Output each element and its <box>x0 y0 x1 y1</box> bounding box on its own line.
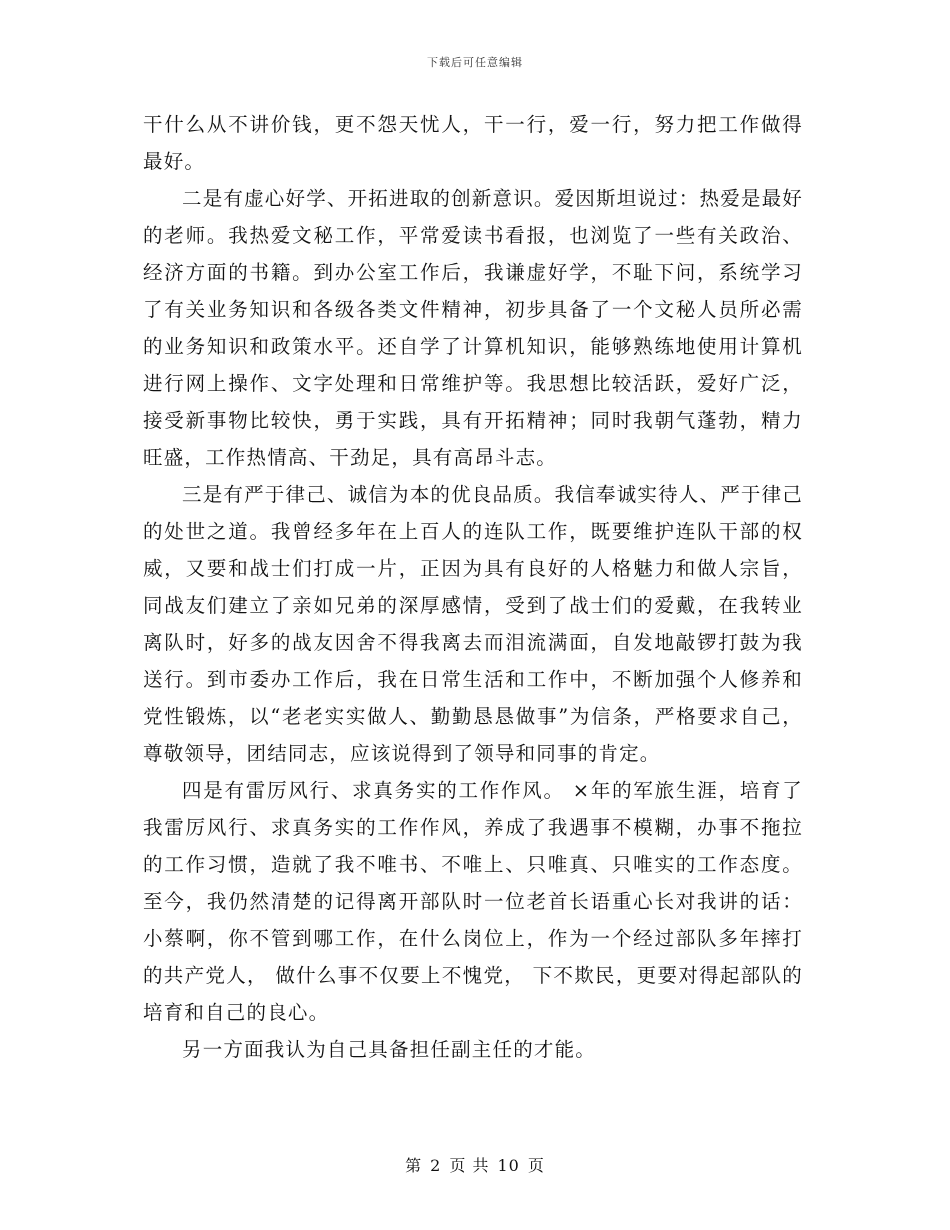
footer-middle: 页 共 <box>449 1156 490 1175</box>
paragraph-2: 二是有虚心好学、开拓进取的创新意识。爱因斯坦说过：热爱是最好的老师。我热爱文秘工作，平常爱读书看报，也浏览了一些有关政治、经济方面的书籍。到办公室工作后，我谦虚好学，不耻下问，系统学习了有关业务知识和各级各类文件精神，初步具备了一个文秘人员所必需的业务知识和政策水平。还自学了计算机知识，能够熟练地使用计算机进行网上操作、文字处理和日常维护等。我思想比较活跃，爱好广泛，接受新事物比较快，勇于实践，具有开拓精神；同时我朝气蓬勃，精力旺盛，工作热情高、干劲足，具有高昂斗志。 <box>143 187 804 469</box>
page-footer <box>0 1153 950 1176</box>
footer-prefix: 第 <box>405 1156 423 1175</box>
paragraph-1: 干什么从不讲价钱，更不怨天忧人，干一行，爱一行，努力把工作做得最好。 <box>143 113 803 173</box>
footer-total-pages: 10 <box>497 1156 520 1175</box>
paragraph-5: 另一方面我认为自己具备担任副主任的才能。 <box>182 1038 597 1061</box>
page-header: 下载后可任意编辑 <box>427 56 523 69</box>
document-body <box>143 106 803 1068</box>
paragraph-4: 四是有雷厉风行、求真务实的工作作风。 ×年的军旅生涯，培育了我雷厉风行、求真务实的工作作风，养成了我遇事不模糊，办事不拖拉的工作习惯，造就了我不唯书、不唯上、只唯真、只唯实的工作态度。至今，我仍然清楚的记得离开部队时一位老首长语重心长对我讲的话：小蔡啊，你不管到哪工作，在什么岗位上，作为一个经过部队多年摔打的共产党人， 做什么事不仅要上不愧党， 下不欺民，更要对得起部队的培育和自己的良心。 <box>143 779 803 1024</box>
footer-current-page: 2 <box>430 1156 442 1175</box>
paragraph-3: 三是有严于律己、诚信为本的优良品质。我信奉诚实待人、严于律己的处世之道。我曾经多年在上百人的连队工作，既要维护连队干部的权威，又要和战士们打成一片，正因为具有良好的人格魅力和做人宗旨，同战友们建立了亲如兄弟的深厚感情，受到了战士们的爱戴，在我转业离队时，好多的战友因舍不得我离去而泪流满面，自发地敲锣打鼓为我送行。到市委办工作后，我在日常生活和工作中，不断加强个人修养和党性锻炼，以“老老实实做人、勤勤恳恳做事”为信条，严格要求自己，尊敬领导，团结同志，应该说得到了领导和同事的肯定。 <box>143 483 804 765</box>
footer-suffix: 页 <box>527 1156 545 1175</box>
